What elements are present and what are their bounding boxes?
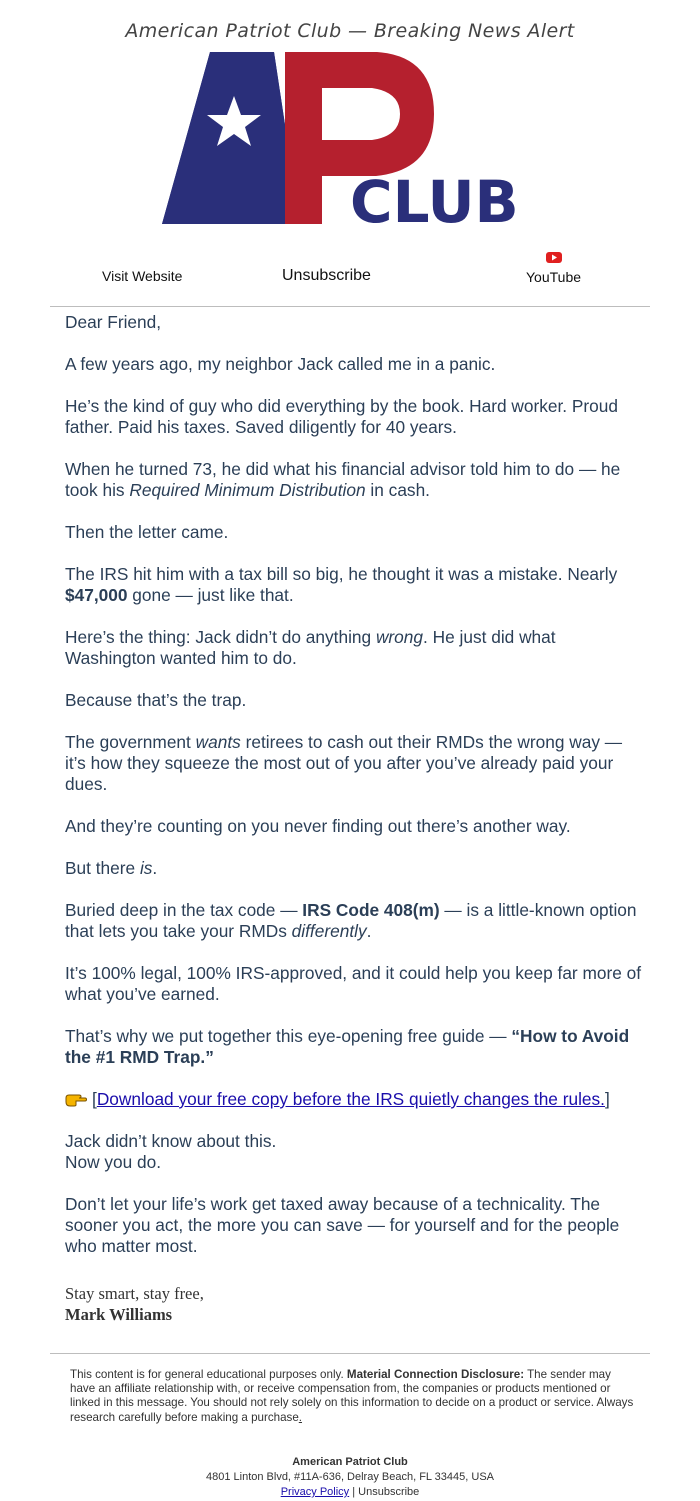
youtube-link[interactable]: YouTube — [526, 269, 582, 285]
visit-website-link[interactable]: Visit Website — [102, 268, 183, 284]
signature-name: Mark Williams — [65, 1305, 173, 1324]
signature-closing: Stay smart, stay free, — [65, 1284, 204, 1303]
paragraph: When he turned 73, he did what his financial advisor told him to do — he took his Required Minimum Distribution in cash. — [65, 459, 621, 500]
paragraph: Jack didn’t know about this. Now you do. — [65, 1131, 277, 1172]
signature — [65, 1283, 204, 1325]
email-body — [65, 312, 645, 1278]
footer-address: 4801 Linton Blvd, #11A-636, Delray Beach, FL 33445, USA — [205, 1471, 494, 1483]
paragraph: Don’t let your life’s work get taxed away because of a technicality. The sooner you act, the more you can save — for yourself and for the people who matter most. — [65, 1194, 620, 1256]
paragraph: A few years ago, my neighbor Jack called me in a panic. — [65, 354, 496, 374]
logo-club-text: CLUB — [350, 168, 519, 230]
footer-links: Privacy Policy | Unsubscribe — [280, 1486, 420, 1498]
disclaimer: This content is for general educational purposes only. Material Connection Disclosure: The sender may have an affiliate relationship with, or receive compensation from, the companies or products mentioned or linked in this message. You should not rely solely on this information to decide on a product or service. Always research carefully before making a purchase. — [70, 1368, 634, 1424]
paragraph: The IRS hit him with a tax bill so big, he thought it was a mistake. Nearly $47,000 gone — just like that. — [65, 564, 618, 605]
footer — [0, 1455, 700, 1500]
ap-club-logo — [162, 52, 542, 230]
paragraph: But there is. — [65, 858, 158, 878]
top-divider — [50, 306, 650, 307]
download-guide-link[interactable]: Download your free copy before the IRS quietly changes the rules. — [96, 1089, 605, 1109]
top-nav — [50, 250, 650, 300]
paragraph: Here’s the thing: Jack didn’t do anything wrong. He just did what Washington wanted him to do. — [65, 627, 556, 668]
paragraph: Buried deep in the tax code — IRS Code 408(m) — is a little-known option that lets you take your RMDs differently. — [65, 900, 637, 941]
unsubscribe-link[interactable]: Unsubscribe — [282, 267, 371, 284]
youtube-icon[interactable] — [546, 252, 562, 263]
paragraph: It’s 100% legal, 100% IRS-approved, and it could help you keep far more of what you’ve earned. — [65, 963, 642, 1004]
paragraph: And they’re counting on you never finding out there’s another way. — [65, 816, 571, 836]
paragraph: The government wants retirees to cash out their RMDs the wrong way — it’s how they squeeze the most out of you after you’ve already paid your dues. — [65, 732, 623, 794]
greeting: Dear Friend, — [65, 312, 162, 332]
bottom-divider — [50, 1353, 650, 1354]
paragraph: Then the letter came. — [65, 522, 229, 542]
disclaimer-period-link[interactable]: . — [298, 1410, 303, 1424]
footer-org: American Patriot Club — [292, 1456, 408, 1468]
paragraph: He’s the kind of guy who did everything by the book. Hard worker. Proud father. Paid his taxes. Saved diligently for 40 years. — [65, 396, 618, 437]
privacy-policy-link[interactable]: Privacy Policy — [280, 1486, 350, 1498]
newsletter-title: American Patriot Club — Breaking News Alert — [125, 20, 575, 42]
paragraph: That’s why we put together this eye-opening free guide — “How to Avoid the #1 RMD Trap.” — [65, 1026, 630, 1067]
paragraph: Because that’s the trap. — [65, 690, 247, 710]
footer-unsubscribe-link[interactable]: Unsubscribe — [358, 1486, 420, 1498]
pointing-hand-icon — [65, 1091, 87, 1107]
cta-line: [Download your free copy before the IRS quietly changes the rules.] — [65, 1089, 645, 1110]
